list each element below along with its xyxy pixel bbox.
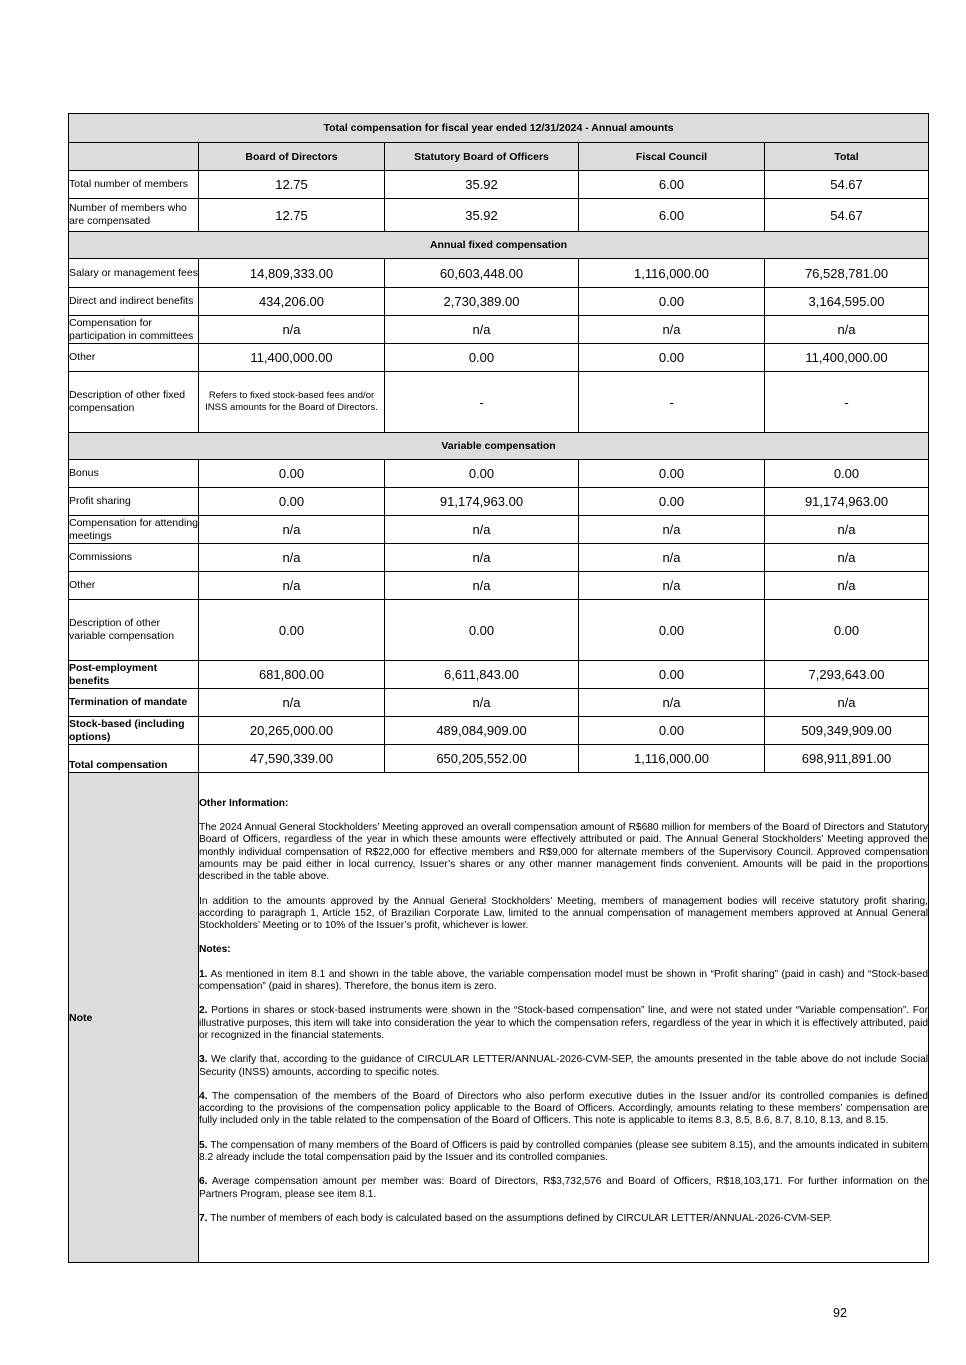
row-label: Bonus [69,460,199,488]
section-header-row [69,433,929,460]
cell-value: n/a [579,544,765,572]
row-label: Other [69,344,199,372]
table-row [69,259,929,288]
cell-value: 12.75 [199,199,385,232]
row-label: Total compensation [69,745,199,773]
cell-value: 0.00 [579,460,765,488]
cell-value: 11,400,000.00 [765,344,929,372]
cell-value: 20,265,000.00 [199,717,385,745]
notes-heading: Notes: [199,944,231,956]
cell-value: 434,206.00 [199,288,385,316]
note-item [199,969,928,994]
row-label: Post-employment benefits [69,661,199,689]
cell-value: 35.92 [385,171,579,199]
cell-value: 681,800.00 [199,661,385,689]
other-info-heading: Other Information: [199,797,289,809]
cell-value: 0.00 [199,460,385,488]
cell-value: 14,809,333.00 [199,259,385,288]
cell-value: 7,293,643.00 [765,661,929,689]
note-item [199,1140,928,1165]
cell-value: n/a [385,572,579,600]
cell-value: - [385,372,579,433]
cell-value: 698,911,891.00 [765,745,929,773]
note-text: The compensation of the members of the Board of Directors who also perform executive duties in the Issuer and/or its controlled companies is defined according to the provisions of the compensation policy applicable to the Board of Officers. Accordingly, amounts relating to these members’ compensation are fully included only in the table related to the compensation of the Board of Officers. This note is applicable to items 8.3, 8.5, 8.6, 8.7, 8.10, 8.13, and 8.15. [199,1090,929,1127]
cell-value: 6.00 [579,199,765,232]
cell-value: 54.67 [765,171,929,199]
column-header: Board of Directors [199,143,385,171]
table-row [69,661,929,689]
section-header-row [69,232,929,259]
note-number: 6. [199,1176,208,1188]
table-row-total [69,745,929,773]
cell-value: n/a [385,516,579,544]
row-label: Direct and indirect benefits [69,288,199,316]
cell-value: 47,590,339.00 [199,745,385,773]
column-header: Total [765,143,929,171]
cell-value: n/a [579,516,765,544]
cell-value: - [579,372,765,433]
table-row [69,344,929,372]
cell-value: 0.00 [385,460,579,488]
cell-value: 91,174,963.00 [765,488,929,516]
row-label: Commissions [69,544,199,572]
cell-value: 0.00 [385,600,579,661]
table-row [69,572,929,600]
table-title: Total compensation for fiscal year ended 12/31/2024 - Annual amounts [69,114,929,143]
note-paragraph: The 2024 Annual General Stockholders’ Meeting approved an overall compensation amount of R$680 million for members of the Board of Directors and Statutory Board of Officers, regardless of the year in which these amounts were effectively attributed or paid. The Annual General Stockholders’ Meeting approved the monthly individual compensation of R$22,000 for effective members and R$9,000 for alternate members of the Supervisory Council. Approved compensation amounts may be paid either in local currency, Issuer’s shares or any other manner management finds convenient. Amounts will be paid in the proportions described in the table above. [199,822,929,883]
section-header-variable: Variable compensation [69,433,929,460]
cell-value: 0.00 [579,488,765,516]
table-row [69,488,929,516]
row-label: Compensation for attending meetings [69,516,198,542]
table-row [69,199,929,232]
column-header: Statutory Board of Officers [385,143,579,171]
column-header-row [69,143,929,171]
cell-value: 650,205,552.00 [385,745,579,773]
cell-value: 0.00 [385,344,579,372]
column-header: Fiscal Council [579,143,765,171]
note-text: Average compensation amount per member was: Board of Directors, R$3,732,576 and Board of Officers, R$18,103,171. For further information on the Partners Program, please see item 8.1. [199,1176,929,1200]
cell-value: n/a [199,689,385,717]
note-item [199,1176,928,1201]
cell-value: n/a [199,516,385,544]
cell-value: 0.00 [579,288,765,316]
cell-value: 3,164,595.00 [765,288,929,316]
row-label: Compensation for participation in committees [69,316,199,344]
cell-value: 2,730,389.00 [385,288,579,316]
row-label: Profit sharing [69,488,199,516]
cell-value: 1,116,000.00 [579,259,765,288]
cell-value: n/a [765,316,929,344]
cell-value: - [765,372,929,433]
cell-value: 509,349,909.00 [765,717,929,745]
cell-value: n/a [199,316,385,344]
cell-value: 6,611,843.00 [385,661,579,689]
row-label: Description of other fixed compensation [69,372,199,433]
cell-value: 0.00 [579,661,765,689]
compensation-table [68,113,929,1263]
note-item [199,1054,928,1079]
cell-value: n/a [765,516,929,544]
cell-value: 60,603,448.00 [385,259,579,288]
cell-value: Refers to fixed stock-based fees and/or INSS amounts for the Board of Directors. [199,372,385,433]
note-text: As mentioned in item 8.1 and shown in the table above, the variable compensation model must be shown in “Profit sharing” (paid in cash) and “Stock-based compensation” (paid in shares). Therefore, the bonus item is zero. [199,968,929,993]
note-row [69,773,929,1263]
note-number: 7. [199,1212,208,1224]
note-text: The compensation of many members of the Board of Officers is paid by controlled companies (please see subitem 8.15), and the amounts indicated in subitem 8.2 already include the total compensation paid by the Issuer and its controlled companies. [199,1139,929,1164]
note-number: 2. [199,1005,208,1017]
note-number: 5. [199,1139,208,1151]
cell-value: 11,400,000.00 [199,344,385,372]
cell-value: 0.00 [765,600,929,661]
cell-value: 0.00 [579,717,765,745]
note-number: 4. [199,1090,208,1102]
table-row [69,516,929,544]
row-label: Total number of members [69,171,199,199]
cell-value: n/a [579,689,765,717]
row-label: Number of members who are compensated [69,199,199,232]
cell-value: 0.00 [199,600,385,661]
row-label: Stock-based (including options) [69,717,199,745]
table-title-row [69,114,929,143]
cell-value: n/a [385,316,579,344]
cell-value: 1,116,000.00 [579,745,765,773]
cell-value: 489,084,909.00 [385,717,579,745]
table-row [69,600,929,661]
cell-value: n/a [385,689,579,717]
cell-value: 91,174,963.00 [385,488,579,516]
cell-value: n/a [385,544,579,572]
note-item [199,1005,928,1042]
cell-value: n/a [765,544,929,572]
table-row [69,717,929,745]
note-text: Portions in shares or stock-based instruments were shown in the “Stock-based compensation” line, and were not stated under “Variable compensation”. For illustrative purposes, this item will take into consideration the year to which the compensation refers, regardless of the year in which it is effectively attributed, paid or recognized in the financial statements. [199,1005,929,1041]
table-row [69,689,929,717]
cell-value: 12.75 [199,171,385,199]
row-label: Other [69,572,199,600]
page-number: 92 [833,1306,847,1320]
row-label: Description of other variable compensation [69,600,199,661]
row-label: Salary or management fees [69,259,199,288]
note-text: We clarify that, according to the guidance of CIRCULAR LETTER/ANNUAL-2026-CVM-SEP, the amounts presented in the table above do not include Social Security (INSS) amounts, according to specific notes. [199,1054,929,1078]
note-label: Note [69,773,199,1263]
note-paragraph: In addition to the amounts approved by the Annual General Stockholders’ Meeting, members of management bodies will receive statutory profit sharing, according to paragraph 1, Article 152, of Brazilian Corporate Law, limited to the annual compensation of management members approved at Annual General Stockholders’ Meeting or to 10% of the Issuer’s profit, whichever is lower. [199,895,929,932]
cell-value: 0.00 [579,600,765,661]
cell-value: 6.00 [579,171,765,199]
table-row [69,544,929,572]
note-item [199,1091,928,1128]
cell-value: 0.00 [579,344,765,372]
cell-value: n/a [579,572,765,600]
cell-value: n/a [579,316,765,344]
note-number: 1. [199,968,208,980]
row-label: Termination of mandate [69,689,199,717]
cell-value: n/a [199,572,385,600]
table-row [69,171,929,199]
table-row [69,288,929,316]
table-row [69,316,929,344]
cell-value: 0.00 [765,460,929,488]
note-item [199,1213,928,1225]
note-text: The number of members of each body is calculated based on the assumptions defined by CIRCULAR LETTER/ANNUAL-2026-CVM-SEP. [210,1212,832,1224]
cell-value: 0.00 [199,488,385,516]
table-row [69,372,929,433]
note-content [199,773,929,1263]
section-header-fixed: Annual fixed compensation [69,232,929,259]
cell-value: 35.92 [385,199,579,232]
column-header-blank [69,143,199,171]
cell-value: 76,528,781.00 [765,259,929,288]
cell-value: n/a [765,689,929,717]
cell-value: n/a [765,572,929,600]
cell-value: n/a [199,544,385,572]
note-number: 3. [199,1054,208,1066]
table-row [69,460,929,488]
cell-value: 54.67 [765,199,929,232]
